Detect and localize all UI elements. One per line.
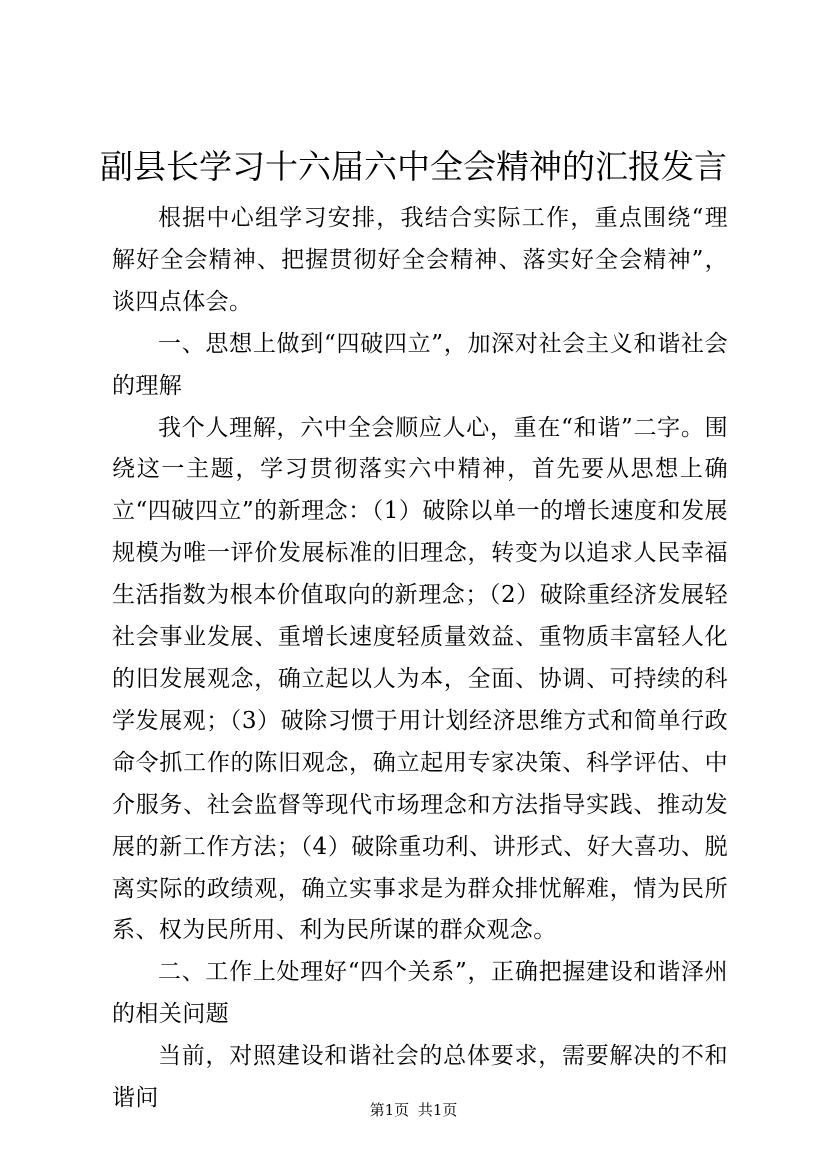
paragraph-section-1: 我个人理解，六中全会顺应人心，重在“和谐”二字。围绕这一主题，学习贯彻落实六中精神，首先要从思想上确立“四破四立”的新理念：（1）破除以单一的增长速度和发展规模为唯一评价发展标准的旧理念，转变为以追求人民幸福生活指数为根本价值取向的新理念；（2）破除重经济发展轻社会事业发展、重增长速度轻质量效益、重物质丰富轻人化的旧发展观念，确立起以人为本，全面、协调、可持续的科学发展观；（3）破除习惯于用计划经济思维方式和简单行政命令抓工作的陈旧观念，确立起用专家决策、科学评估、中介服务、社会监督等现代市场理念和方法指导实践、推动发展的新工作方法；（4）破除重功利、讲形式、好大喜功、脱离实际的政绩观，确立实事求是为群众排忧解难，情为民所系、权为民所用、利为民所谋的群众观念。 bbox=[112, 414, 728, 944]
page-number: 第1页 bbox=[369, 1101, 410, 1119]
document-title: 副县长学习十六届六中全会精神的汇报发言 bbox=[100, 147, 727, 186]
section-heading-1: 一、思想上做到“四破四立”，加深对社会主义和谐社会的理解 bbox=[112, 330, 728, 399]
document-body bbox=[112, 198, 728, 1120]
page-total: 共1页 bbox=[417, 1101, 458, 1119]
section-heading-2: 二、工作上处理好“四个关系”，正确把握建设和谐泽州的相关问题 bbox=[112, 959, 728, 1028]
paragraph-intro: 根据中心组学习安排，我结合实际工作，重点围绕“理解好全会精神、把握贯彻好全会精神、落实好全会精神”，谈四点体会。 bbox=[112, 205, 728, 315]
page-footer bbox=[0, 1100, 827, 1120]
paragraph-section-2: 当前，对照建设和谐社会的总体要求，需要解决的不和谐问 bbox=[112, 1043, 728, 1112]
